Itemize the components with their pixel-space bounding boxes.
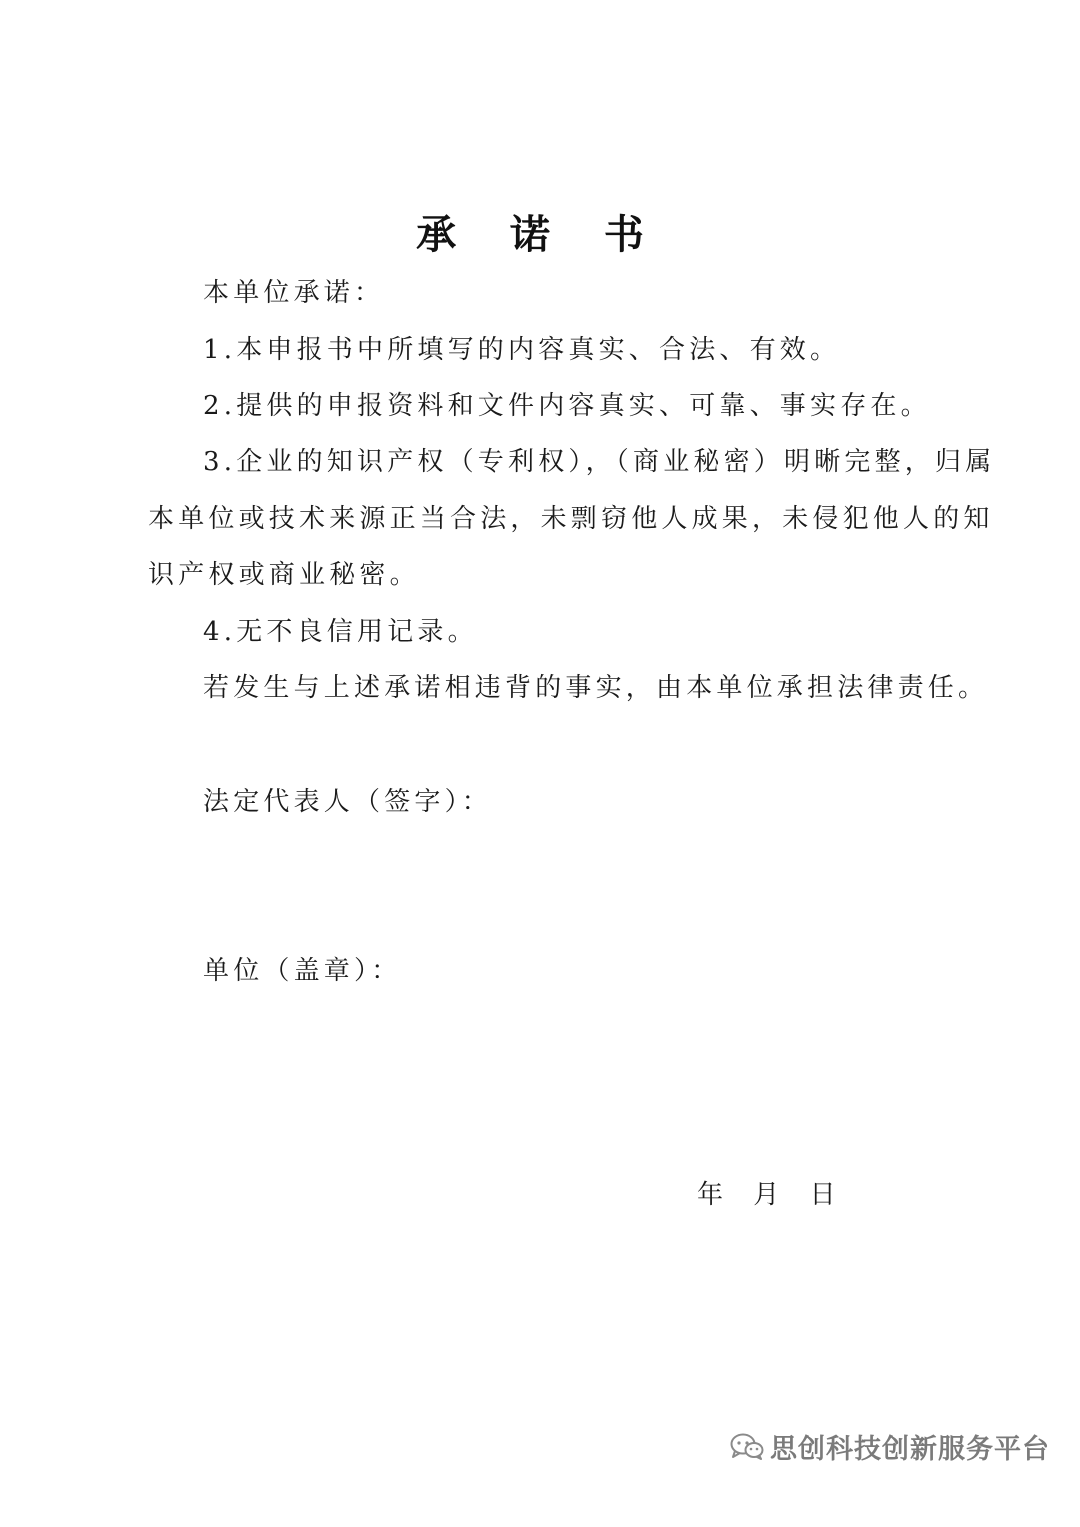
date-month: 月 [753, 1180, 780, 1210]
watermark [730, 1428, 1050, 1464]
intro-line: 本单位承诺： [203, 278, 385, 308]
pledge-item-2: 2.提供的申报资料和文件内容真实、可靠、事实存在。 [203, 391, 931, 421]
document-title: 承 诺 书 [416, 211, 664, 258]
date-year: 年 [697, 1180, 724, 1210]
pledge-item-3-line-1: 3.企业的知识产权（专利权），（商业秘密）明晰完整，归属 [203, 447, 996, 477]
seal-label: 单位（盖章）： [203, 956, 402, 986]
wechat-icon [730, 1432, 764, 1460]
pledge-item-3-line-3: 识产权或商业秘密。 [148, 560, 420, 590]
pledge-item-4: 4.无不良信用记录。 [203, 617, 478, 647]
signature-label: 法定代表人（签字）： [203, 787, 493, 817]
date-day: 日 [809, 1180, 836, 1210]
pledge-item-3-line-2: 本单位或技术来源正当合法，未剽窃他人成果，未侵犯他人的知 [148, 504, 994, 534]
closing-statement: 若发生与上述承诺相违背的事实，由本单位承担法律责任。 [203, 673, 989, 703]
watermark-text: 思创科技创新服务平台 [770, 1433, 1050, 1465]
pledge-item-1: 1.本申报书中所填写的内容真实、合法、有效。 [203, 335, 841, 365]
date-line [697, 1175, 858, 1215]
